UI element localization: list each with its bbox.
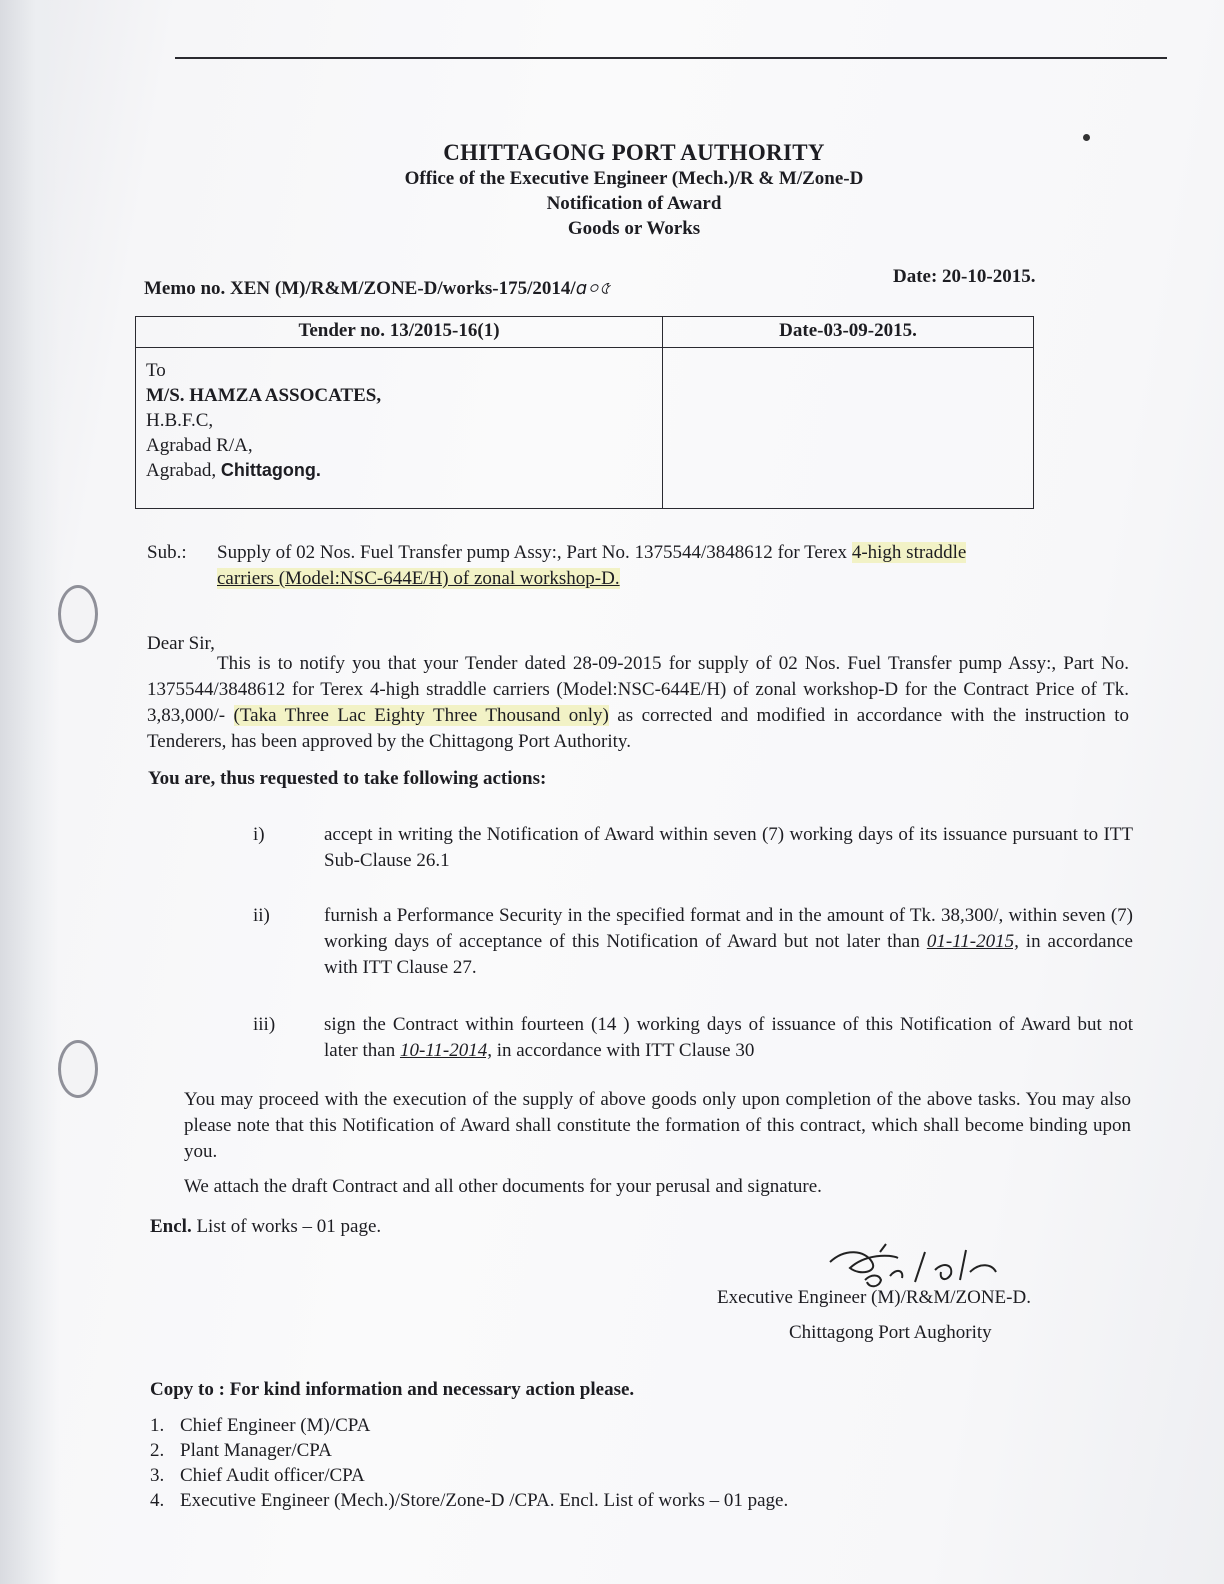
recipient-name: M/S. HAMZA ASSOCATES, <box>146 385 382 406</box>
address-to: To <box>146 360 166 381</box>
office-name: Office of the Executive Engineer (Mech.)/R & M/Zone-D <box>404 168 864 189</box>
recipient-address <box>136 348 663 509</box>
memo-handwritten-suffix: ɑ০৫ <box>575 278 611 299</box>
memo-number <box>144 274 611 305</box>
authority-title: CHITTAGONG PORT AUTHORITY <box>443 140 825 165</box>
copy-to-list <box>150 1413 788 1513</box>
paper-fold-shadow <box>0 0 60 1584</box>
signatory-designation: Executive Engineer (M)/R&M/ZONE-D. <box>717 1287 1031 1308</box>
tender-table <box>135 316 1034 509</box>
salutation: Dear Sir, <box>147 633 215 654</box>
signatory-organization: Chittagong Port Aughority <box>789 1322 992 1343</box>
request-heading: You are, thus requested to take following actions: <box>148 768 547 789</box>
closing-paragraph: You may proceed with the execution of the supply of above goods only upon completion of the above tasks. You may also please note that this Notification of Award shall constitute the formation of this contract, which shall become binding upon you. <box>184 1089 1131 1162</box>
subject-text: Supply of 02 Nos. Fuel Transfer pump Assy:, Part No. 1375544/3848612 for Terex 4-high straddle carriers (Model:NSC-644E/H) of zonal workshop-D. <box>217 542 967 589</box>
tender-date: Date-03-09-2015. <box>663 317 1034 348</box>
list-item: 3. Chief Audit officer/CPA <box>150 1465 365 1486</box>
notice-title: Notification of Award <box>546 193 722 214</box>
memo-number-text: Memo no. XEN (M)/R&M/ZONE-D/works-175/2014/ <box>144 278 576 299</box>
action-item: iii) sign the Contract within fourteen (14 ) working days of issuance of this Notification of Award but not later than 10-11-2014, in accordance with ITT Clause 30 <box>253 1014 1133 1061</box>
action-item: ii) furnish a Performance Security in the specified format and in the amount of Tk. 38,300/, within seven (7) working days of acceptance of this Notification of Award but not later than 01-11-2015, in accordance with ITT Clause 27. <box>253 905 1133 978</box>
copy-to-heading: Copy to : For kind information and necessary action please. <box>150 1379 635 1400</box>
award-paragraph: This is to notify you that your Tender dated 28-09-2015 for supply of 02 Nos. Fuel Transfer pump Assy:, Part No. 1375544/3848612 for Terex 4-high straddle carriers (Model:NSC-644E/H) of zonal workshop-D for the Contract Price of Tk. 3,83,000/- (Taka Three Lac Eighty Three Thousand only) as corrected and modified in accordance with the instruction to Tenderers, has been approved by the Chittagong Port Authority. <box>147 653 1129 752</box>
tender-number: Tender no. 13/2015-16(1) <box>136 317 663 348</box>
list-item: 2. Plant Manager/CPA <box>150 1440 332 1461</box>
top-border-line <box>175 57 1167 59</box>
list-item: 1. Chief Engineer (M)/CPA <box>150 1415 371 1436</box>
enclosure-line: Encl. List of works – 01 page. <box>150 1216 382 1237</box>
address-line-1: H.B.F.C, <box>146 410 214 431</box>
address-line-3: Agrabad, Chittagong. <box>146 460 321 481</box>
address-line-2: Agrabad R/A, <box>146 435 253 456</box>
list-item: 4. Executive Engineer (Mech.)/Store/Zone-D /CPA. Encl. List of works – 01 page. <box>150 1490 789 1511</box>
ink-dot <box>1083 134 1090 141</box>
notice-category: Goods or Works <box>567 218 701 239</box>
subject <box>147 540 1132 592</box>
signature-icon <box>820 1240 1020 1290</box>
empty-cell <box>663 348 1034 509</box>
memo-date: Date: 20-10-2015. <box>893 266 1036 287</box>
subject-label: Sub.: <box>147 542 187 563</box>
punch-hole-icon <box>58 1040 98 1098</box>
action-item: i) accept in writing the Notification of Award within seven (7) working days of its issuance pursuant to ITT Sub-Clause 26.1 <box>253 824 1133 871</box>
punch-hole-icon <box>58 585 98 643</box>
letterhead <box>300 140 968 241</box>
attachment-note: We attach the draft Contract and all other documents for your perusal and signature. <box>184 1176 822 1197</box>
